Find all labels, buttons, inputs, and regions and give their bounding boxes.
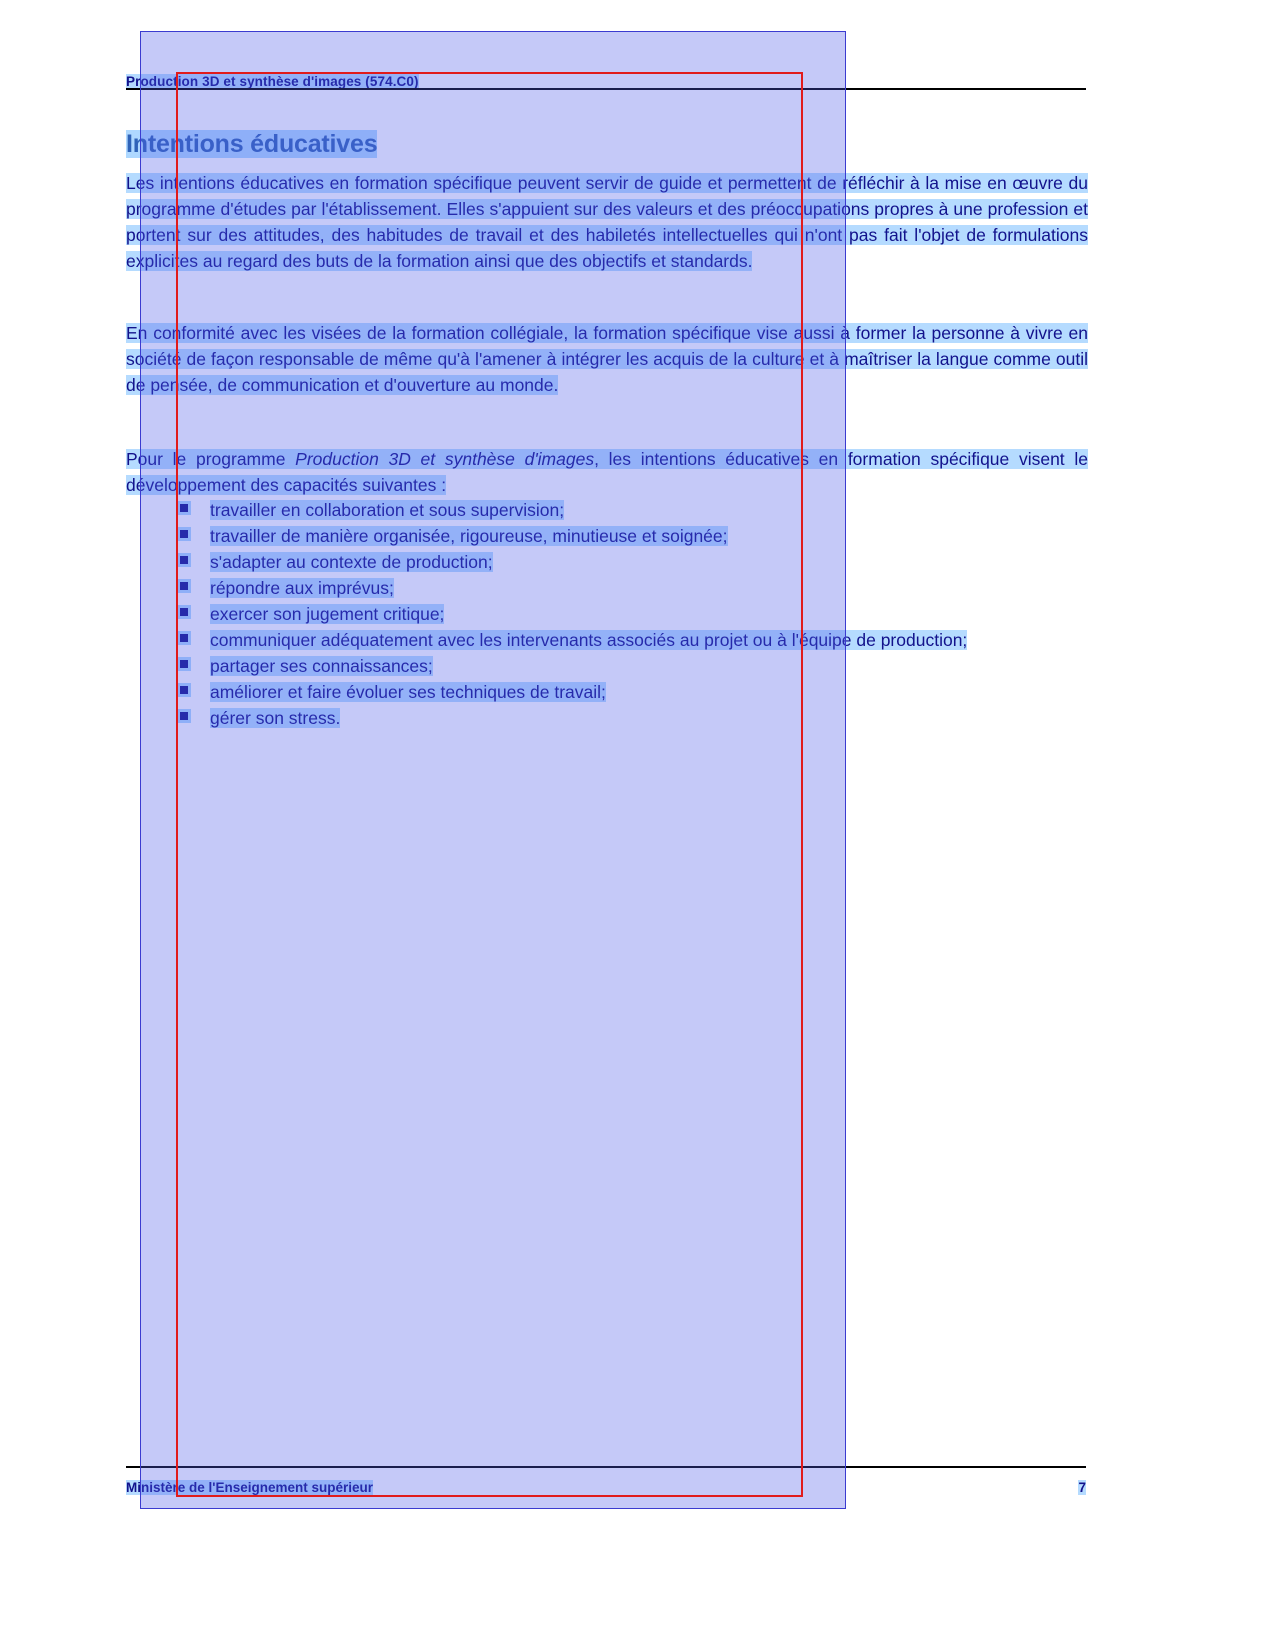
capacities-list [126,497,1140,731]
selection-marquee [176,72,803,1497]
list-item-label: s'adapter au contexte de production; [210,552,493,572]
intro-tail-text: , les intentions éducatives en formation spécifique visent le développement des capacités suivantes : [126,449,1088,495]
bullet-icon [180,634,188,642]
intro-lead-text: Pour le programme [126,449,296,469]
list-item-label: travailler de manière organisée, rigoureuse, minutieuse et soignée; [210,526,728,546]
list-item [178,549,1140,575]
page-title [126,130,377,159]
page-title-text: Intentions éducatives [126,130,378,158]
footer-ministry-label: Ministère de l'Enseignement supérieur [126,1480,374,1495]
running-header-text: Production 3D et synthèse d'images (574.C0) [126,74,419,89]
list-item [178,575,1140,601]
list-item [178,523,1140,549]
list-item-label: répondre aux imprévus; [210,578,394,598]
list-item [178,627,1140,653]
page-footer [126,1480,1086,1495]
bullet-icon [180,504,188,512]
paragraph-1 [126,170,1088,274]
footer-divider [126,1466,1086,1468]
bullet-icon [180,660,188,668]
bullet-icon [180,686,188,694]
paragraph-2 [126,320,1088,398]
bullet-icon [180,608,188,616]
bullet-icon [180,582,188,590]
header-divider [126,88,1086,90]
paragraph-2-text: En conformité avec les visées de la formation collégiale, la formation spécifique vise aussi à former la personne à vivre en société de façon responsable de même qu'à l'amener à intégrer les acquis de la culture et à maîtriser la langue comme outil de pensée, de communication et d'ouverture au monde. [126,323,1088,395]
list-item [178,653,1140,679]
list-item [178,679,1140,705]
bullet-icon [180,556,188,564]
paragraph-3-intro [126,446,1088,498]
list-item-label: exercer son jugement critique; [210,604,445,624]
list-item-label: améliorer et faire évoluer ses techniques de travail; [210,682,606,702]
list-item-label: communiquer adéquatement avec les intervenants associés au projet ou à l'équipe de production; [210,630,968,650]
list-item-label: gérer son stress. [210,708,341,728]
list-item-label: partager ses connaissances; [210,656,433,676]
bullet-icon [180,530,188,538]
footer-page-number: 7 [1078,1480,1086,1495]
intro-italic-title: Production 3D et synthèse d'images [295,449,595,469]
paragraph-1-text: Les intentions éducatives en formation spécifique peuvent servir de guide et permettent de réfléchir à la mise en œuvre du programme d'études par l'établissement. Elles s'appuient sur des valeurs et des préoccupations propres à une profession et portent sur des attitudes, des habitudes de travail et des habiletés intellectuelles qui n'ont pas fait l'objet de formulations explicites au regard des buts de la formation ainsi que des objectifs et standards. [126,173,1088,271]
bullet-icon [180,712,188,720]
list-item [178,705,1140,731]
list-item [178,497,1140,523]
list-item-label: travailler en collaboration et sous supervision; [210,500,565,520]
list-item [178,601,1140,627]
